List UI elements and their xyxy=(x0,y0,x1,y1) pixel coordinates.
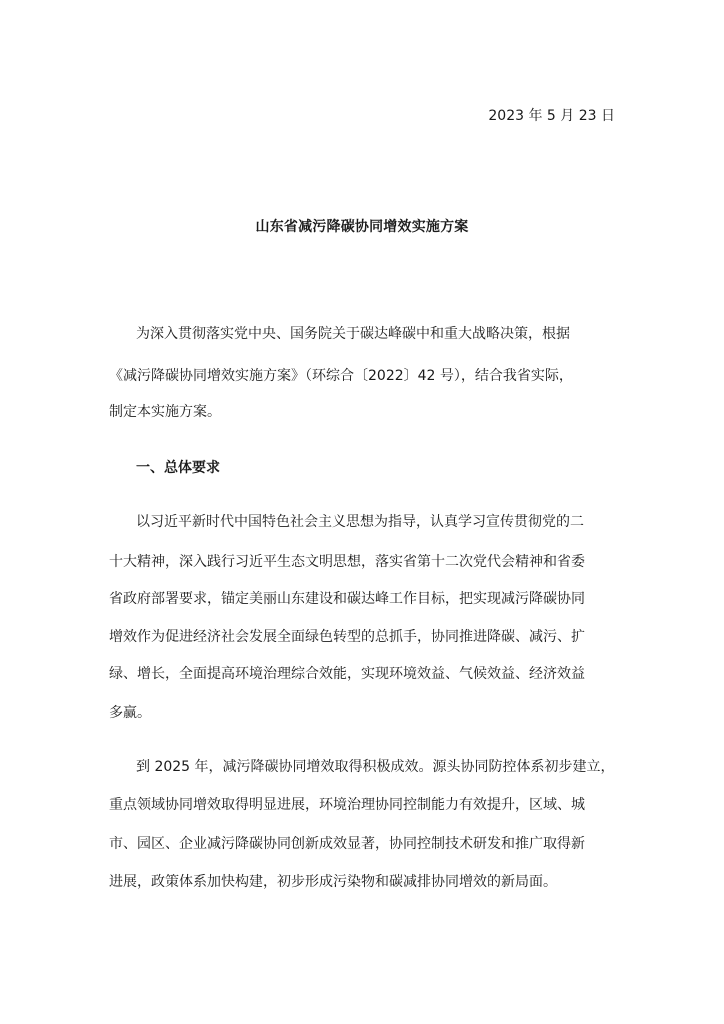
paragraph-line: 多赢。 xyxy=(109,705,151,721)
paragraph-line: 重点领域协同增效取得明显进展，环境治理协同控制能力有效提升，区域、城 xyxy=(109,797,585,813)
paragraph-line: 市、园区、企业减污降碳协同创新成效显著，协同控制技术研发和推广取得新 xyxy=(109,836,585,852)
intro-line: 制定本实施方案。 xyxy=(109,404,221,420)
paragraph-line: 以习近平新时代中国特色社会主义思想为指导，认真学习宣传贯彻党的二 xyxy=(136,514,584,530)
paragraph-line: 十大精神，深入践行习近平生态文明思想，落实省第十二次党代会精神和省委 xyxy=(109,554,585,570)
intro-line: 《减污降碳协同增效实施方案》（环综合〔2022〕42 号），结合我省实际， xyxy=(109,368,573,384)
paragraph-line: 进展，政策体系加快构建，初步形成污染物和碳减排协同增效的新局面。 xyxy=(109,874,557,890)
paragraph-line: 增效作为促进经济社会发展全面绿色转型的总抓手，协同推进降碳、减污、扩 xyxy=(109,629,585,645)
paragraph-line: 到 2025 年，减污降碳协同增效取得积极成效。源头协同防控体系初步建立， xyxy=(136,759,615,775)
section-heading: 一、总体要求 xyxy=(136,460,220,476)
document-date: 2023 年 5 月 23 日 xyxy=(488,108,615,124)
intro-line: 为深入贯彻落实党中央、国务院关于碳达峰碳中和重大战略决策，根据 xyxy=(136,326,570,342)
paragraph-line: 绿、增长，全面提高环境治理综合效能，实现环境效益、气候效益、经济效益 xyxy=(109,666,585,682)
paragraph-line: 省政府部署要求，锚定美丽山东建设和碳达峰工作目标，把实现减污降碳协同 xyxy=(109,591,585,607)
document-title: 山东省减污降碳协同增效实施方案 xyxy=(255,219,469,235)
